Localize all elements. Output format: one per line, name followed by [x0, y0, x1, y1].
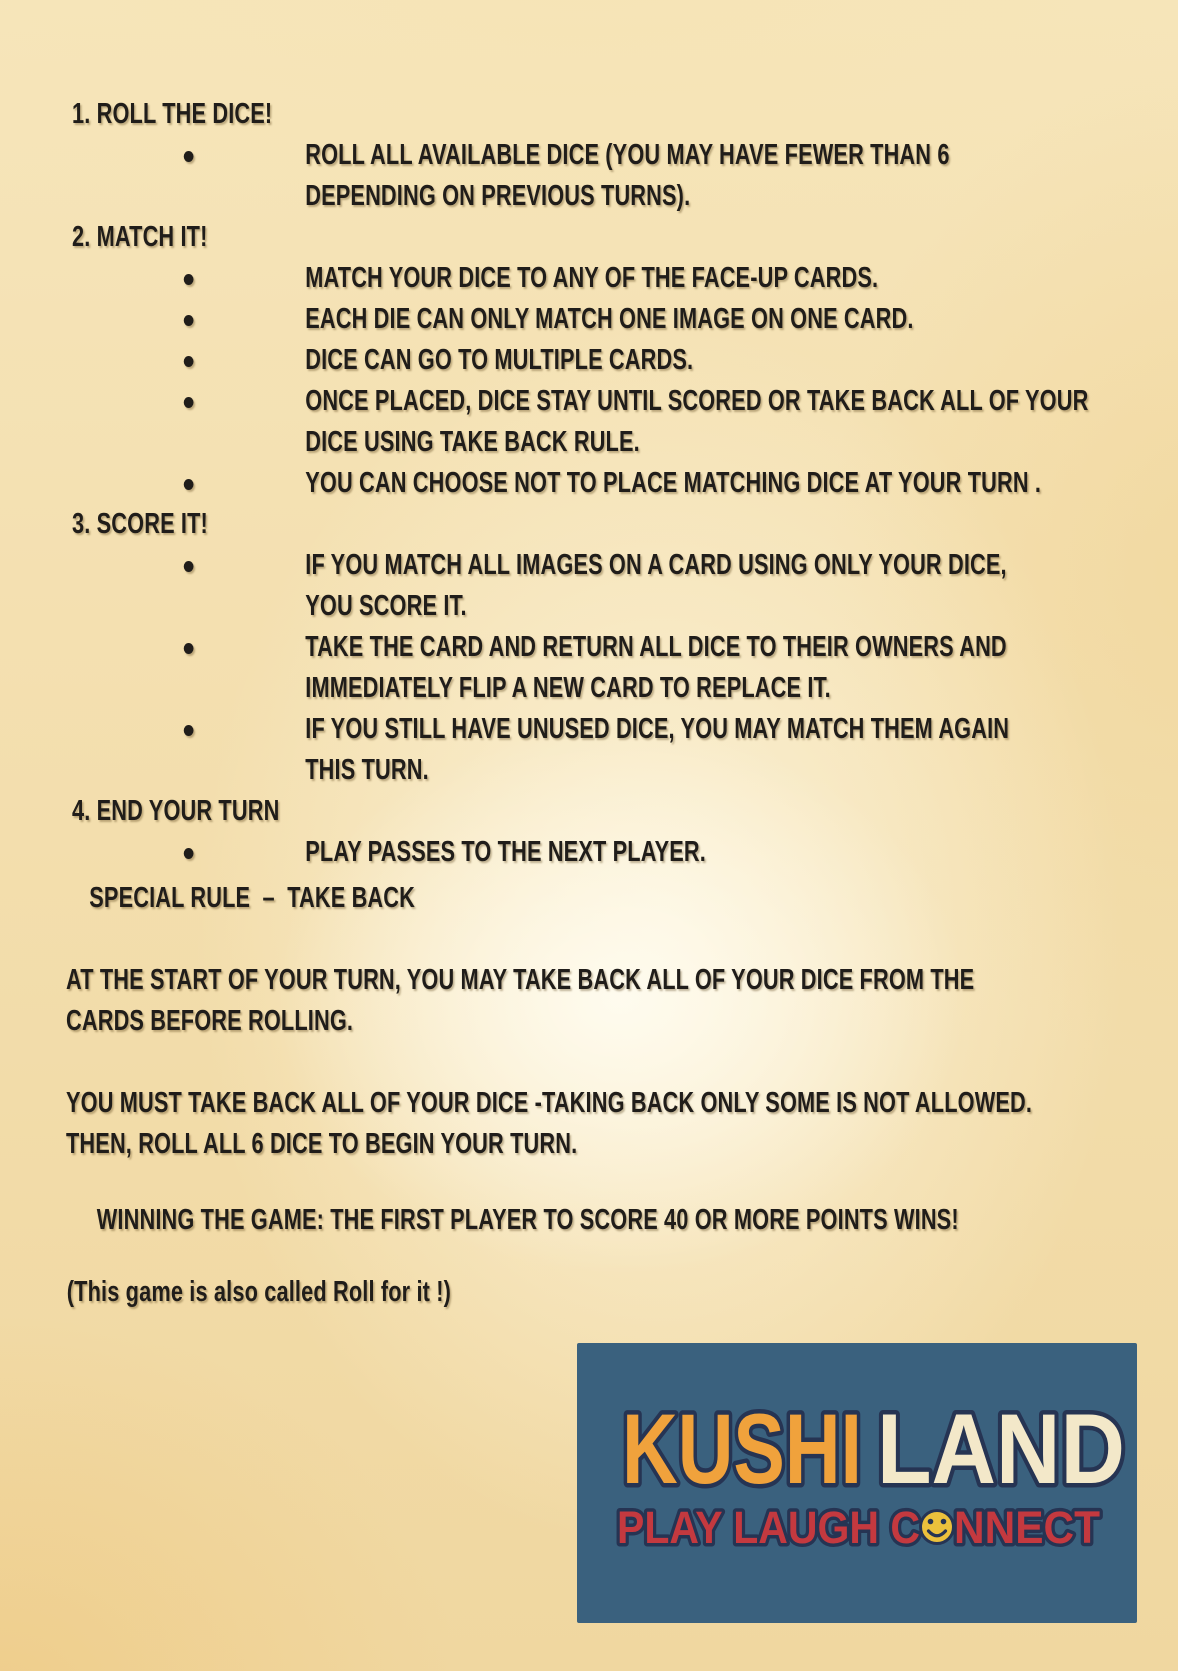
bullet-line: DICE CAN GO TO MULTIPLE CARDS. — [305, 340, 693, 381]
bullet-line: IF YOU MATCH ALL IMAGES ON A CARD USING ONLY YOUR DICE, — [305, 545, 1006, 586]
special-rule-text: AT THE START OF YOUR TURN, YOU MAY TAKE BACK ALL OF YOUR DICE FROM THE — [66, 964, 975, 996]
bullet-line-continuation: THIS TURN. — [305, 754, 429, 786]
bullet-line: YOU CAN CHOOSE NOT TO PLACE MATCHING DICE AT YOUR TURN . — [305, 463, 1041, 504]
step-heading: 1. ROLL THE DICE! — [72, 98, 273, 130]
smiley-icon — [921, 1511, 954, 1544]
take-back-text: THEN, ROLL ALL 6 DICE TO BEGIN YOUR TURN. — [66, 1128, 578, 1160]
alt-name-line: (This game is also called Roll for it !) — [66, 1276, 452, 1308]
bullet-line: ROLL ALL AVAILABLE DICE (YOU MAY HAVE FEWER THAN 6 — [305, 135, 949, 176]
bullet-line: IF YOU STILL HAVE UNUSED DICE, YOU MAY MATCH THEM AGAIN — [305, 709, 1009, 750]
logo-title-kushi: KUSHI — [622, 1393, 862, 1504]
kushi-land-logo — [577, 1343, 1137, 1623]
bullet-line: EACH DIE CAN ONLY MATCH ONE IMAGE ON ONE CARD. — [305, 299, 913, 340]
bullet-line: PLAY PASSES TO THE NEXT PLAYER. — [305, 832, 706, 873]
special-rule-text: CARDS BEFORE ROLLING. — [66, 1005, 354, 1037]
logo-title-land: LAND — [877, 1393, 1125, 1504]
special-rule-heading: SPECIAL RULE – TAKE BACK — [89, 882, 416, 914]
step-heading: 2. MATCH IT! — [72, 221, 208, 253]
bullet-line-continuation: DEPENDING ON PREVIOUS TURNS). — [305, 180, 691, 212]
take-back-text: YOU MUST TAKE BACK ALL OF YOUR DICE -TAKING BACK ONLY SOME IS NOT ALLOWED. — [66, 1087, 1033, 1119]
step-heading: 4. END YOUR TURN — [72, 795, 280, 827]
bullet-line: TAKE THE CARD AND RETURN ALL DICE TO THEIR OWNERS AND — [305, 627, 1007, 668]
bullet-line: ONCE PLACED, DICE STAY UNTIL SCORED OR TAKE BACK ALL OF YOUR — [305, 381, 1088, 422]
logo-tagline-prefix: PLAY LAUGH C — [617, 1502, 920, 1553]
bullet-line-continuation: IMMEDIATELY FLIP A NEW CARD TO REPLACE IT. — [305, 672, 831, 704]
bullet-line-continuation: YOU SCORE IT. — [305, 590, 467, 622]
step-heading: 3. SCORE IT! — [72, 508, 208, 540]
bullet-line-continuation: DICE USING TAKE BACK RULE. — [305, 426, 640, 458]
logo-tagline-suffix: NNECT — [954, 1502, 1100, 1553]
bullet-line: MATCH YOUR DICE TO ANY OF THE FACE-UP CARDS. — [305, 258, 878, 299]
winning-line: WINNING THE GAME: THE FIRST PLAYER TO SCORE 40 OR MORE POINTS WINS! — [96, 1204, 959, 1236]
